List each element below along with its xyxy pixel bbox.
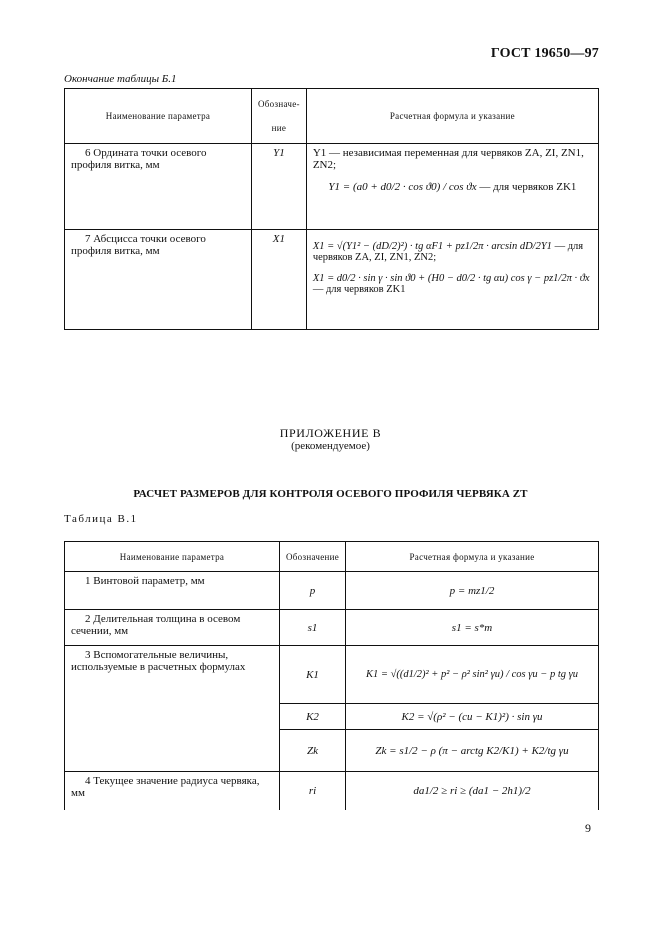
- table-b1-caption: Окончание таблицы Б.1: [64, 73, 177, 85]
- formula: Zk = s1/2 − ρ (π − arctg K2/K1) + K2/tg γu: [346, 730, 599, 772]
- formula-note: — для червяков ZK1: [479, 181, 577, 193]
- formula: X1 = √(Y1² − (dD/2)²) · tg αF1 + pz1/2π · arcsin dD/2Y1: [312, 241, 552, 252]
- appendix-subtitle: (рекомендуемое): [291, 440, 370, 452]
- standard-header: ГОСТ 19650—97: [490, 46, 599, 61]
- appendix-heading: РАСЧЕТ РАЗМЕРОВ ДЛЯ КОНТРОЛЯ ОСЕВОГО ПРОФИЛЯ ЧЕРВЯКА ZT: [133, 488, 528, 500]
- param-name: 3 Вспомогательные величины, используемые в расчетных формулах: [65, 646, 280, 772]
- param-symbol: K1: [280, 646, 346, 704]
- table-row: [65, 772, 599, 810]
- table-v1-caption: Таблица В.1: [64, 513, 138, 525]
- page-number: 9: [585, 821, 591, 835]
- formula: da1/2 ≥ ri ≥ (da1 − 2h1)/2: [346, 772, 599, 810]
- formula: K2 = √(ρ² − (cu − K1)²) · sin γu: [346, 704, 599, 730]
- param-symbol: ri: [280, 772, 346, 810]
- formula-text: Y1 — независимая переменная для червяков ZA, ZI, ZN1, ZN2;: [312, 147, 584, 171]
- param-name: 2 Делительная толщина в осевом сечении, мм: [65, 610, 280, 646]
- formula-note: — для червяков ZK1: [312, 284, 406, 295]
- appendix-title: ПРИЛОЖЕНИЕ В: [279, 426, 382, 440]
- formula: s1 = s*m: [346, 610, 599, 646]
- table-b1-col-symbol: Обозначе-ние: [252, 89, 307, 144]
- table-row: [65, 646, 599, 704]
- formula: K1 = √((d1/2)² + p² − ρ² sin² γu) / cos γu − p tg γu: [346, 646, 599, 704]
- param-name: 4 Текущее значение радиуса червяка, мм: [65, 772, 280, 810]
- param-name: 6 Ордината точки осевого профиля витка, мм: [65, 144, 252, 230]
- table-row: [65, 144, 599, 230]
- formula-note: — для червяков ZA, ZI, ZN1, ZN2;: [312, 241, 584, 263]
- formula-cell: [306, 144, 598, 230]
- table-v1: [64, 541, 599, 810]
- table-v1-col-formula: Расчетная формула и указание: [346, 542, 599, 572]
- param-name: 1 Винтовой параметр, мм: [65, 572, 280, 610]
- param-symbol: s1: [280, 610, 346, 646]
- table-b1: [64, 88, 599, 330]
- formula: Y1 = (a0 + d0/2 · cos ϑ0) / cos ϑx: [328, 181, 477, 193]
- param-symbol: Zk: [280, 730, 346, 772]
- formula: p = mz1/2: [346, 572, 599, 610]
- param-symbol: Y1: [252, 144, 307, 230]
- param-name: 7 Абсцисса точки осевого профиля витка, мм: [65, 230, 252, 330]
- table-v1-col-param: Наименование параметра: [65, 542, 280, 572]
- table-v1-col-symbol: Обозначение: [280, 542, 346, 572]
- table-row: [65, 572, 599, 610]
- table-row: [65, 230, 599, 330]
- table-b1-col-param: Наименование параметра: [65, 89, 252, 144]
- param-symbol: p: [280, 572, 346, 610]
- param-symbol: K2: [280, 704, 346, 730]
- formula-cell: [306, 230, 598, 330]
- formula: X1 = d0/2 · sin γ · sin ϑ0 + (H0 − d0/2 · tg αu) cos γ − pz1/2π · ϑx: [312, 273, 590, 284]
- table-row: [65, 610, 599, 646]
- param-symbol: X1: [252, 230, 307, 330]
- table-b1-col-formula: Расчетная формула и указание: [306, 89, 598, 144]
